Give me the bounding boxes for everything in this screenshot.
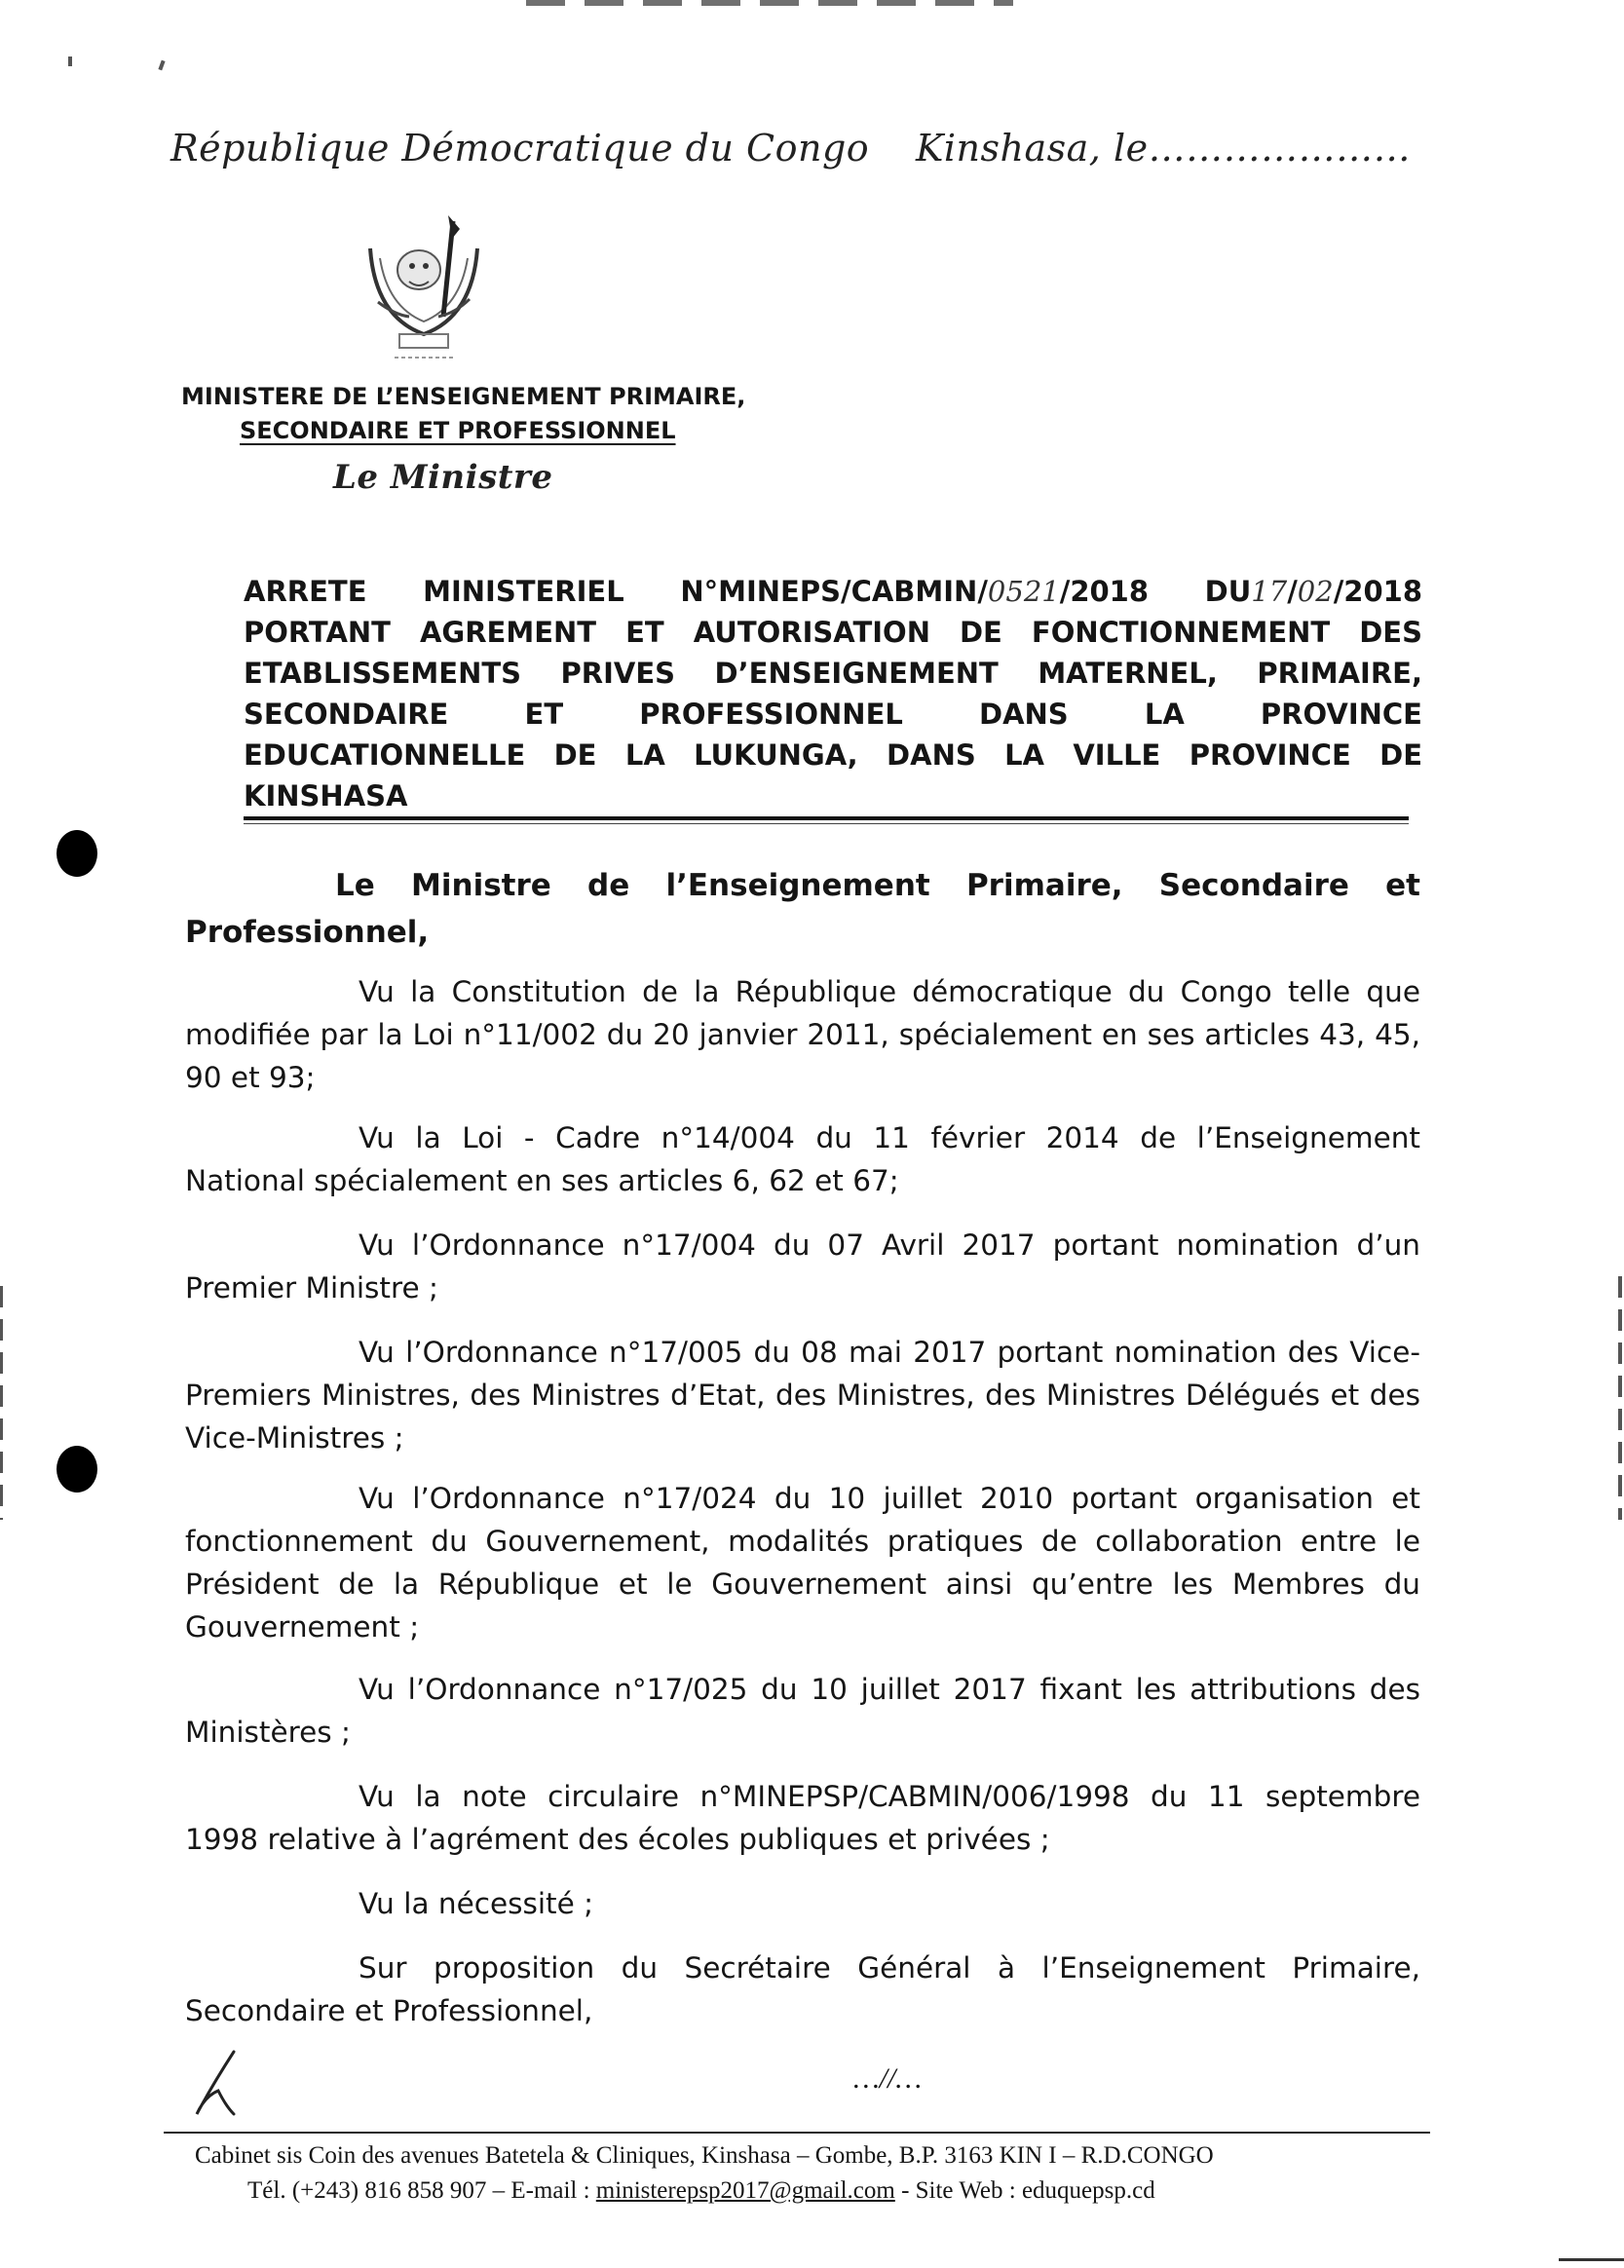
intro-line2: Professionnel, (185, 915, 430, 950)
place-date-label: Kinshasa, le (916, 127, 1149, 170)
country-name: République Démocratique du Congo (170, 127, 870, 170)
paragraph-line: 90 et 93; (185, 1061, 316, 1094)
paragraph-line: 1998 relative à l’agrément des écoles publiques et privées ; (185, 1823, 1050, 1856)
paragraph-line: fonctionnement du Gouvernement, modalités pratiques de collaboration entre le (185, 1525, 1420, 1558)
handwritten-month: 02 (1297, 575, 1334, 608)
decree-title-line: KINSHASA (244, 779, 408, 813)
paragraph-line: Premiers Ministres, des Ministres d’Etat, des Ministres, des Ministres Délégués et des (185, 1379, 1420, 1412)
punch-hole (57, 830, 97, 877)
office-title: Le Ministre (333, 458, 553, 497)
footer-contact: Tél. (+243) 816 858 907 – E-mail : ministerepsp2017@gmail.com - Site Web : eduquepsp.cd (247, 2177, 1155, 2204)
paragraph-line: Vu la Constitution de la République démocratique du Congo telle que (359, 975, 1420, 1008)
paragraph-line: Vu l’Ordonnance n°17/025 du 10 juillet 2017 fixant les attributions des (359, 1673, 1420, 1706)
paragraph-line: Secondaire et Professionnel, (185, 1994, 593, 2027)
paragraph-loi-cadre (185, 1116, 1420, 1202)
ministry-name-line1: MINISTERE DE L’ENSEIGNEMENT PRIMAIRE, (181, 383, 746, 410)
paragraph-ordonnance-17-004 (185, 1224, 1420, 1309)
paragraph-necessite (185, 1882, 1420, 1925)
scan-edge-marks (0, 1286, 3, 1520)
decree-title-line: ETABLISSEMENTS PRIVES D’ENSEIGNEMENT MATERNEL, PRIMAIRE, (244, 657, 1422, 690)
handwritten-decree-number: 0521 (987, 575, 1060, 608)
scan-edge-marks (1618, 1276, 1622, 1520)
paragraph-line: Vu l’Ordonnance n°17/024 du 10 juillet 2010 portant organisation et (359, 1482, 1420, 1515)
decree-title (244, 571, 1422, 816)
paragraph-line: modifiée par la Loi n°11/002 du 20 janvier 2011, spécialement en ses articles 43, 45, (185, 1018, 1420, 1051)
paragraph-line: Vu l’Ordonnance n°17/005 du 08 mai 2017 portant nomination des Vice- (359, 1336, 1420, 1369)
punch-hole (57, 1446, 97, 1493)
intro (185, 862, 1420, 956)
intro-line1: Le Ministre de l’Enseignement Primaire, Secondaire et (335, 868, 1420, 903)
paragraph-line: National spécialement en ses articles 6, 62 et 67; (185, 1164, 899, 1197)
paragraph-proposition (185, 1947, 1420, 2032)
leopard-shield-icon (351, 209, 497, 365)
continuation-mark: …//… (853, 2062, 923, 2095)
paragraph-line: Vu la nécessité ; (359, 1887, 594, 1920)
footer-address: Cabinet sis Coin des avenues Batetela & Cliniques, Kinshasa – Gombe, B.P. 3163 KIN I – R.D.CONGO (195, 2142, 1214, 2169)
paragraph-line: Vu la note circulaire n°MINEPSP/CABMIN/006/1998 du 11 septembre (359, 1780, 1420, 1813)
date-dots: ………………… (1148, 127, 1412, 170)
handwritten-initial (183, 2046, 251, 2124)
paragraph-ordonnance-17-024 (185, 1477, 1420, 1648)
scan-mark (68, 57, 72, 66)
place-date (916, 127, 1411, 170)
paragraph-line: Premier Ministre ; (185, 1271, 438, 1304)
decree-title-line: EDUCATIONNELLE DE LA LUKUNGA, DANS LA VILLE PROVINCE DE (244, 738, 1422, 772)
paragraph-line: Gouvernement ; (185, 1610, 420, 1644)
paragraph-line: Vu l’Ordonnance n°17/004 du 07 Avril 2017 portant nomination d’un (359, 1228, 1420, 1262)
decree-title-line: ARRETE MINISTERIEL N°MINEPS/CABMIN/0521/2018 DU17/02/2018 (244, 575, 1422, 608)
paragraph-constitution (185, 970, 1420, 1099)
ministry-name-line2: SECONDAIRE ET PROFESSIONNEL (240, 417, 676, 444)
paragraph-line: Vu la Loi - Cadre n°14/004 du 11 février 2014 de l’Enseignement (359, 1121, 1420, 1154)
footer-rule (164, 2132, 1430, 2134)
scan-artifact-top (526, 0, 1013, 6)
paragraph-line: Vice-Ministres ; (185, 1421, 404, 1455)
paragraph-line: Ministères ; (185, 1716, 351, 1749)
paragraph-line: Sur proposition du Secrétaire Général à l’Enseignement Primaire, (359, 1951, 1420, 1984)
title-rule-thin (244, 823, 1409, 824)
paragraph-line: Président de la République et le Gouvernement ainsi qu’entre les Membres du (185, 1568, 1420, 1601)
email-link[interactable]: ministerepsp2017@gmail.com (595, 2177, 895, 2204)
paragraph-ordonnance-17-005 (185, 1331, 1420, 1459)
handwritten-day: 17 (1251, 575, 1288, 608)
paragraph-note-circulaire (185, 1775, 1420, 1861)
scan-corner-mark (1559, 2258, 1624, 2261)
scan-mark (158, 60, 165, 71)
paragraph-ordonnance-17-025 (185, 1668, 1420, 1754)
title-rule (244, 816, 1409, 820)
decree-title-line: PORTANT AGREMENT ET AUTORISATION DE FONCTIONNEMENT DES (244, 616, 1422, 649)
decree-title-line: SECONDAIRE ET PROFESSIONNEL DANS LA PROVINCE (244, 698, 1422, 731)
coat-of-arms-emblem (351, 209, 497, 365)
